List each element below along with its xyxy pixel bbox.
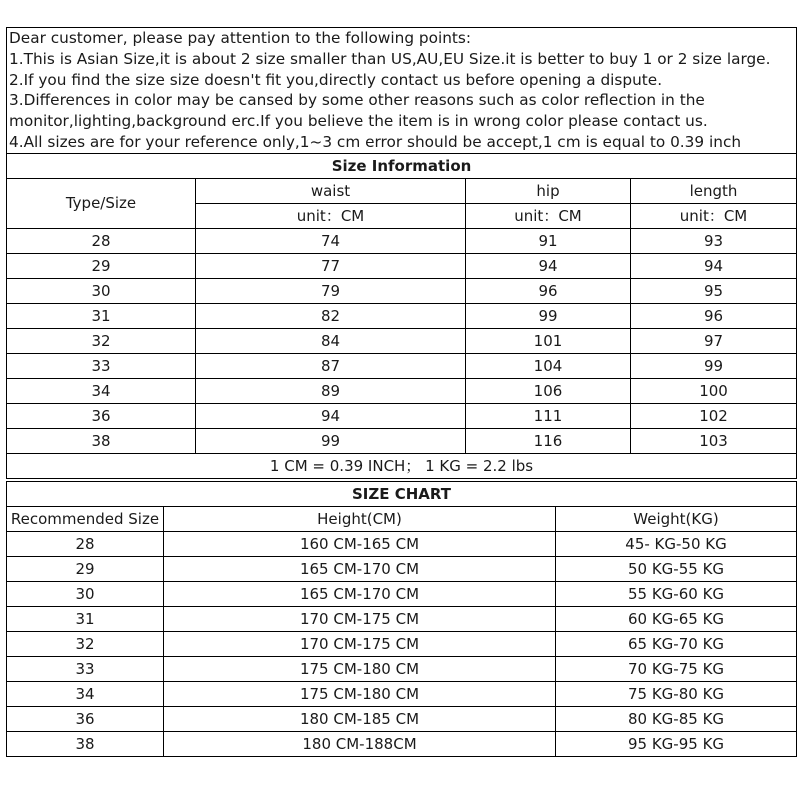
length-cell: 103 bbox=[631, 428, 797, 453]
hip-cell: 104 bbox=[466, 353, 631, 378]
size-info-row bbox=[7, 353, 797, 378]
size-cell: 29 bbox=[7, 253, 196, 278]
waist-cell: 77 bbox=[196, 253, 466, 278]
recommended-size-cell: 31 bbox=[7, 606, 164, 631]
size-info-row bbox=[7, 378, 797, 403]
waist-cell: 84 bbox=[196, 328, 466, 353]
weight-cell: 65 KG-70 KG bbox=[556, 631, 797, 656]
recommended-size-cell: 30 bbox=[7, 581, 164, 606]
recommended-size-cell: 28 bbox=[7, 531, 164, 556]
height-cell: 160 CM-165 CM bbox=[164, 531, 556, 556]
size-cell: 34 bbox=[7, 378, 196, 403]
height-cell: 165 CM-170 CM bbox=[164, 581, 556, 606]
weight-cell: 45- KG-50 KG bbox=[556, 531, 797, 556]
weight-cell: 50 KG-55 KG bbox=[556, 556, 797, 581]
height-cell: 165 CM-170 CM bbox=[164, 556, 556, 581]
waist-cell: 87 bbox=[196, 353, 466, 378]
waist-cell: 94 bbox=[196, 403, 466, 428]
size-sheet bbox=[6, 27, 796, 757]
size-cell: 38 bbox=[7, 428, 196, 453]
size-chart-row bbox=[7, 606, 797, 631]
hip-cell: 116 bbox=[466, 428, 631, 453]
size-cell: 30 bbox=[7, 278, 196, 303]
size-cell: 33 bbox=[7, 353, 196, 378]
size-chart-table bbox=[6, 481, 797, 757]
height-cell: 170 CM-175 CM bbox=[164, 631, 556, 656]
size-info-row bbox=[7, 278, 797, 303]
weight-cell: 60 KG-65 KG bbox=[556, 606, 797, 631]
notice-line: monitor,lighting,background erc.If you believe the item is in wrong color please contact us. bbox=[9, 112, 708, 131]
length-header: length bbox=[631, 178, 797, 203]
hip-cell: 106 bbox=[466, 378, 631, 403]
size-information-title: Size Information bbox=[7, 153, 797, 178]
weight-header: Weight(KG) bbox=[556, 506, 797, 531]
size-cell: 31 bbox=[7, 303, 196, 328]
length-cell: 100 bbox=[631, 378, 797, 403]
notice-line: 3.Differences in color may be cansed by some other reasons such as color reflection in the bbox=[9, 91, 705, 110]
weight-cell: 75 KG-80 KG bbox=[556, 681, 797, 706]
waist-cell: 74 bbox=[196, 228, 466, 253]
hip-cell: 94 bbox=[466, 253, 631, 278]
size-chart-row bbox=[7, 581, 797, 606]
size-cell: 32 bbox=[7, 328, 196, 353]
weight-cell: 70 KG-75 KG bbox=[556, 656, 797, 681]
weight-cell: 95 KG-95 KG bbox=[556, 731, 797, 756]
height-cell: 180 CM-185 CM bbox=[164, 706, 556, 731]
height-cell: 170 CM-175 CM bbox=[164, 606, 556, 631]
waist-unit: unit：CM bbox=[196, 203, 466, 228]
recommended-size-cell: 33 bbox=[7, 656, 164, 681]
size-chart-row bbox=[7, 631, 797, 656]
height-cell: 175 CM-180 CM bbox=[164, 656, 556, 681]
notice-line: 2.If you find the size size doesn't fit you,directly contact us before opening a dispute. bbox=[9, 70, 663, 89]
size-information-table bbox=[6, 27, 797, 479]
hip-cell: 101 bbox=[466, 328, 631, 353]
hip-unit: unit：CM bbox=[466, 203, 631, 228]
hip-cell: 111 bbox=[466, 403, 631, 428]
recommended-size-cell: 36 bbox=[7, 706, 164, 731]
size-info-row bbox=[7, 303, 797, 328]
size-cell: 28 bbox=[7, 228, 196, 253]
length-cell: 95 bbox=[631, 278, 797, 303]
hip-header: hip bbox=[466, 178, 631, 203]
size-chart-title: SIZE CHART bbox=[7, 481, 797, 506]
size-chart-row bbox=[7, 731, 797, 756]
waist-cell: 99 bbox=[196, 428, 466, 453]
size-info-row bbox=[7, 228, 797, 253]
notice-line: Dear customer, please pay attention to the following points: bbox=[9, 29, 472, 47]
height-cell: 175 CM-180 CM bbox=[164, 681, 556, 706]
notice-box bbox=[7, 28, 797, 154]
weight-cell: 55 KG-60 KG bbox=[556, 581, 797, 606]
size-chart-row bbox=[7, 531, 797, 556]
recommended-size-cell: 38 bbox=[7, 731, 164, 756]
length-cell: 99 bbox=[631, 353, 797, 378]
waist-cell: 79 bbox=[196, 278, 466, 303]
size-chart-row bbox=[7, 706, 797, 731]
height-cell: 180 CM-188CM bbox=[164, 731, 556, 756]
size-info-row bbox=[7, 428, 797, 453]
size-chart-row bbox=[7, 656, 797, 681]
size-chart-row bbox=[7, 556, 797, 581]
length-cell: 102 bbox=[631, 403, 797, 428]
recommended-size-cell: 29 bbox=[7, 556, 164, 581]
height-header: Height(CM) bbox=[164, 506, 556, 531]
length-cell: 94 bbox=[631, 253, 797, 278]
length-unit: unit：CM bbox=[631, 203, 797, 228]
unit-conversion-note: 1 CM = 0.39 INCH； 1 KG = 2.2 lbs bbox=[7, 453, 797, 478]
type-size-header: Type/Size bbox=[7, 178, 196, 228]
weight-cell: 80 KG-85 KG bbox=[556, 706, 797, 731]
hip-cell: 96 bbox=[466, 278, 631, 303]
size-info-row bbox=[7, 403, 797, 428]
size-info-row bbox=[7, 328, 797, 353]
length-cell: 96 bbox=[631, 303, 797, 328]
recommended-size-cell: 34 bbox=[7, 681, 164, 706]
size-chart-row bbox=[7, 681, 797, 706]
length-cell: 97 bbox=[631, 328, 797, 353]
waist-cell: 82 bbox=[196, 303, 466, 328]
recommended-size-cell: 32 bbox=[7, 631, 164, 656]
waist-cell: 89 bbox=[196, 378, 466, 403]
size-info-row bbox=[7, 253, 797, 278]
notice-line: 4.All sizes are for your reference only,1~3 cm error should be accept,1 cm is equal to 0.39 inch bbox=[9, 132, 742, 151]
recommended-size-header: Recommended Size bbox=[7, 506, 164, 531]
waist-header: waist bbox=[196, 178, 466, 203]
size-cell: 36 bbox=[7, 403, 196, 428]
length-cell: 93 bbox=[631, 228, 797, 253]
hip-cell: 99 bbox=[466, 303, 631, 328]
hip-cell: 91 bbox=[466, 228, 631, 253]
notice-line: 1.This is Asian Size,it is about 2 size smaller than US,AU,EU Size.it is better to buy 1 or 2 size large. bbox=[9, 49, 771, 68]
